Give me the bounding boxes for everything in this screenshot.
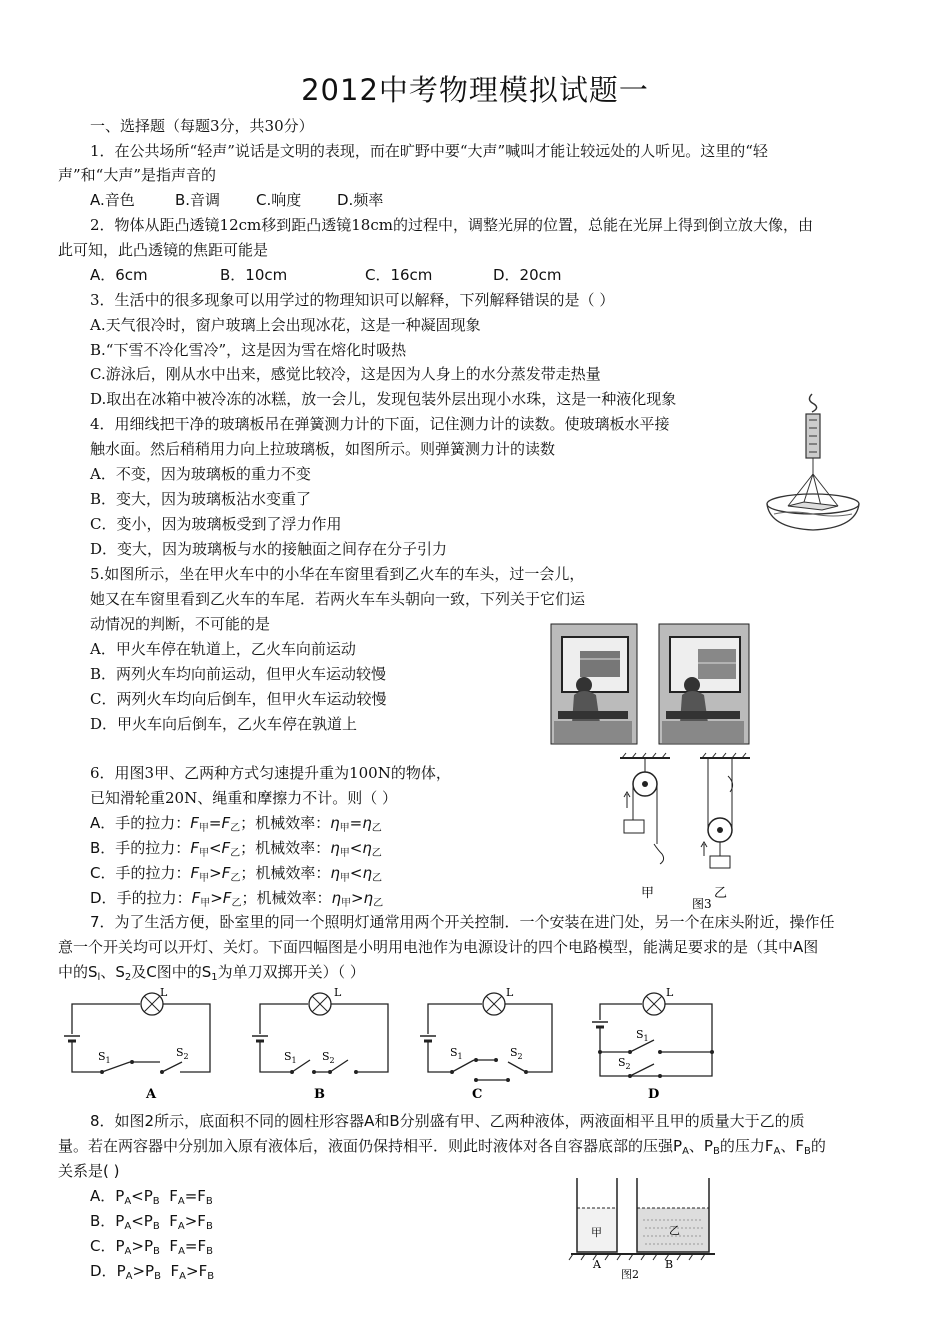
q4-stem-line2: 触水面。然后稍稍用力向上拉玻璃板，如图所示。则弹簧测力计的读数 (90, 440, 556, 458)
container-a-label: A (593, 1258, 601, 1271)
circuit-c-lamp-label: L (506, 986, 514, 999)
figure-2-caption: 图2 (621, 1268, 639, 1281)
circuit-c-letter: C (472, 1087, 483, 1102)
q2-option-a: A．6cm (90, 266, 148, 284)
q4-option-a: A．不变，因为玻璃板的重力不变 (90, 465, 311, 483)
pulley-figure (610, 752, 760, 910)
circuit-a-s1-label: $S_1$ (98, 1050, 111, 1065)
figure-3-caption: 图3 (692, 897, 712, 910)
q6-option-b: B．手的拉力：$F_甲<F_乙$；机械效率：$\eta_甲<\eta_乙$ (90, 839, 382, 859)
containers-figure (565, 1174, 720, 1282)
circuit-d-letter: D (648, 1087, 660, 1102)
circuit-b-lamp-label: L (334, 986, 342, 999)
q5-option-b: B．两列火车均向前运动，但甲火车运动较慢 (90, 665, 387, 683)
q4-option-b: B．变大，因为玻璃板沾水变重了 (90, 490, 312, 508)
q3-stem: 3．生活中的很多现象可以用学过的物理知识可以解释，下列解释错误的是（ ） (90, 291, 615, 309)
q3-option-d: D.取出在冰箱中被冷冻的冰糕，放一会儿，发现包装外层出现小水珠，这是一种液化现象 (90, 390, 677, 408)
circuit-c (420, 986, 552, 1102)
q1-stem-line1: 1．在公共场所“轻声”说话是文明的表现，而在旷野中要“大声”喊叫才能让较远处的人听见。这里的“轻 (90, 142, 768, 160)
circuit-diagrams (60, 984, 720, 1104)
q8-option-b: B．$P_A<P_B$ $F_A>F_B$ (90, 1212, 213, 1232)
q3-option-b: B.“下雪不冷化雪冷”，这是因为雪在熔化时吸热 (90, 341, 407, 359)
q7-stem-line3: 中的$S_l$、$S_2$及C图中的$S_1$为单刀双掷开关）（ ） (58, 963, 365, 983)
q1-option-d: D.频率 (337, 191, 384, 209)
q8-stem-line1: 8．如图2所示，底面积不同的圆柱形容器A和B分别盛有甲、乙两种液体，两液面相平且甲的质量大于乙的质 (90, 1112, 805, 1130)
circuit-d-s1-label: $S_1$ (636, 1028, 649, 1043)
q3-option-a: A.天气很冷时，窗户玻璃上会出现冰花，这是一种凝固现象 (90, 316, 481, 334)
q5-stem-line2: 她又在车窗里看到乙火车的车尾．若两火车车头朝向一致，下列关于它们运 (90, 590, 586, 608)
circuit-b-s2-label: $S_2$ (322, 1050, 335, 1065)
circuit-d-lamp-label: L (666, 986, 674, 999)
page-title: 2012中考物理模拟试题一 (301, 73, 649, 107)
q6-option-d: D．手的拉力：$F_甲>F_乙$；机械效率：$\eta_甲>\eta_乙$ (90, 889, 384, 909)
circuit-b (252, 986, 388, 1102)
q8-stem-line3: 关系是( ) (58, 1162, 120, 1180)
circuit-b-s1-label: $S_1$ (284, 1050, 297, 1065)
circuit-a-s2-label: $S_2$ (176, 1046, 189, 1061)
q7-stem-line1: 7．为了生活方便，卧室里的同一个照明灯通常用两个开关控制．一个安装在进门处，另一个在床头附近，操作任 (90, 913, 835, 931)
q4-option-d: D．变大，因为玻璃板与水的接触面之间存在分子引力 (90, 540, 448, 558)
q8-option-a: A．$P_A<P_B$ $F_A=F_B$ (90, 1187, 213, 1207)
liquid-jia-label: 甲 (591, 1226, 602, 1239)
q2-stem-line1: 2．物体从距凸透镜12cm移到距凸透镜18cm的过程中，调整光屏的位置，总能在光屏上得到倒立放大像，由 (90, 216, 813, 234)
label-jia: 甲 (641, 886, 655, 901)
q5-option-c: C．两列火车均向后倒车，但甲火车运动较慢 (90, 690, 387, 708)
q5-option-a: A．甲火车停在轨道上，乙火车向前运动 (90, 640, 356, 658)
circuit-d (592, 986, 714, 1102)
q5-stem-line3: 动情况的判断，不可能的是 (90, 615, 271, 633)
q2-option-b: B．10cm (220, 266, 288, 284)
circuit-c-s2-label: $S_2$ (510, 1046, 523, 1061)
q6-option-c: C．手的拉力：$F_甲>F_乙$；机械效率：$\eta_甲<\eta_乙$ (90, 864, 382, 884)
circuit-a-letter: A (146, 1087, 157, 1102)
q6-option-a: A．手的拉力：$F_甲=F_乙$；机械效率：$\eta_甲=\eta_乙$ (90, 814, 382, 834)
spring-scale-figure (762, 390, 872, 538)
circuit-a-lamp-label: L (160, 986, 168, 999)
q2-option-c: C．16cm (365, 266, 433, 284)
q6-stem-line2: 已知滑轮重20N、绳重和摩擦力不计。则（ ） (90, 789, 397, 807)
q1-option-a: A.音色 (90, 191, 135, 209)
circuit-a (64, 986, 210, 1102)
circuit-c-s1-label: $S_1$ (450, 1046, 463, 1061)
q3-option-c: C.游泳后，刚从水中出来，感觉比较冷，这是因为人身上的水分蒸发带走热量 (90, 365, 601, 383)
circuit-d-s2-label: $S_2$ (618, 1056, 631, 1071)
q8-option-c: C．$P_A>P_B$ $F_A=F_B$ (90, 1237, 213, 1257)
section-heading: 一、选择题（每题3分，共30分） (90, 117, 314, 135)
q5-option-d: D．甲火车向后倒车，乙火车停在孰道上 (90, 715, 358, 733)
q8-option-d: D．$P_A>P_B$ $F_A>F_B$ (90, 1262, 215, 1282)
q7-stem-line2: 意一个开关均可以开灯、关灯。下面四幅图是小明用电池作为电源设计的四个电路模型，能满足要求的是（其中A图 (58, 938, 819, 956)
circuit-b-letter: B (314, 1087, 325, 1102)
q5-stem-line1: 5.如图所示，坐在甲火车中的小华在车窗里看到乙火车的车头，过一会儿， (90, 565, 585, 583)
q4-stem-line1: 4．用细线把干净的玻璃板吊在弹簧测力计的下面，记住测力计的读数。使玻璃板水平接 (90, 415, 670, 433)
q6-stem-line1: 6．用图3甲、乙两种方式匀速提升重为100N的物体， (90, 764, 451, 782)
q4-option-c: C．变小，因为玻璃板受到了浮力作用 (90, 515, 342, 533)
container-b-label: B (665, 1258, 674, 1271)
q2-stem-line2: 此可知，此凸透镜的焦距可能是 (58, 241, 269, 259)
q2-option-d: D．20cm (493, 266, 562, 284)
q1-stem-line2: 声”和“大声”是指声音的 (58, 166, 217, 184)
train-window-photos (550, 623, 750, 746)
q1-option-b: B.音调 (175, 191, 221, 209)
label-yi: 乙 (714, 886, 728, 901)
q1-option-c: C.响度 (256, 191, 302, 209)
liquid-yi-label: 乙 (669, 1224, 680, 1237)
q8-stem-line2: 量。若在两容器中分别加入原有液体后，液面仍保持相平．则此时液体对各自容器底部的压强$P_A$、$P_B$的压力$F_A$、$F_B$的 (58, 1137, 826, 1157)
